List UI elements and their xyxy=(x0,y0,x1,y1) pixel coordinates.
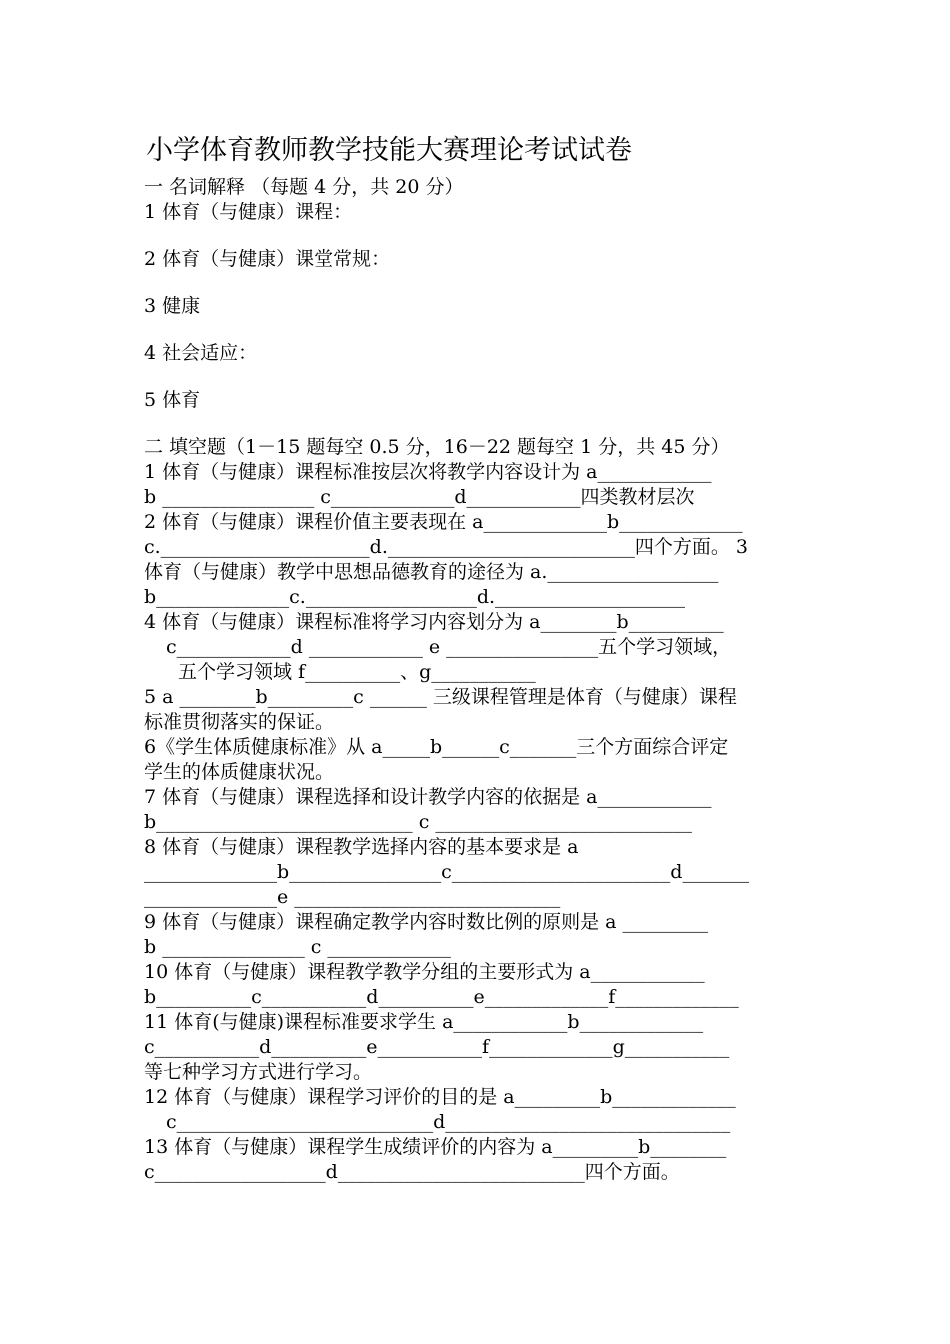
question-line: c__________________d__________________________四个方面。 xyxy=(144,1161,680,1183)
question-line: c.______________________d.__________________________四个方面。 3 xyxy=(144,536,749,558)
term-item-2: 2 体育（与健康）课堂常规： xyxy=(144,248,391,270)
question-line: 5 a ________b_________c ______ 三级课程管理是体育（与健康）课程 xyxy=(144,686,737,708)
exam-title: 小学体育教师教学技能大赛理论考试试卷 xyxy=(146,135,632,166)
term-item-1: 1 体育（与健康）课程： xyxy=(144,201,353,223)
question-line: b ________________ c_____________d____________四类教材层次 xyxy=(144,486,695,508)
question-line: 11 体育(与健康)课程标准要求学生 a____________b_____________ xyxy=(144,1011,704,1033)
question-line: 标准贯彻落实的保证。 xyxy=(144,711,335,733)
question-line: c___________d__________e___________f_____________g___________ xyxy=(144,1036,730,1058)
question-line: 五个学习领域 f__________、g___________ xyxy=(178,661,536,683)
question-line: 9 体育（与健康）课程确定教学内容时数比例的原则是 a _________ xyxy=(144,911,709,933)
question-line: 7 体育（与健康）课程选择和设计教学内容的依据是 a____________ xyxy=(144,786,712,808)
term-item-5: 5 体育 xyxy=(144,389,201,411)
question-line: b___________________________ c ___________________________ xyxy=(144,811,692,833)
question-line: b______________c.__________________d.____________________ xyxy=(144,586,686,608)
question-line: 6《学生体质健康标准》从 a_____b______c_______三个方面综合评定 xyxy=(144,736,729,758)
question-line: 2 体育（与健康）课程价值主要表现在 a_____________b_____________ xyxy=(144,511,743,533)
question-line: ______________b________________c_______________________d_______ xyxy=(144,861,749,883)
question-line: 1 体育（与健康）课程标准按层次将教学内容设计为 a____________ xyxy=(144,461,712,483)
question-line: 等七种学习方式进行学习。 xyxy=(144,1061,373,1083)
question-line: ______________e ____________________________ xyxy=(144,886,561,908)
term-item-3: 3 健康 xyxy=(144,295,201,317)
question-line: c___________________________d______________________________ xyxy=(166,1111,731,1133)
question-line: 8 体育（与健康）课程教学选择内容的基本要求是 a xyxy=(144,836,579,858)
question-line: 12 体育（与健康）课程学习评价的目的是 a_________b_____________ xyxy=(144,1086,736,1108)
question-line: 学生的体质健康状况。 xyxy=(144,761,335,783)
question-line: 4 体育（与健康）课程标准将学习内容划分为 a________b__________ xyxy=(144,611,724,633)
question-line: b__________c___________d__________e_____________f_____________ xyxy=(144,986,739,1008)
section-one-heading: 一 名词解释 （每题 4 分，共 20 分） xyxy=(144,176,464,198)
question-line: 10 体育（与健康）课程教学教学分组的主要形式为 a____________ xyxy=(144,961,705,983)
term-item-4: 4 社会适应： xyxy=(144,342,258,364)
question-line: 体育（与健康）教学中思想品德教育的途径为 a.__________________ xyxy=(144,561,719,583)
question-line: 13 体育（与健康）课程学生成绩评价的内容为 a_________b________ xyxy=(144,1136,727,1158)
section-two-heading: 二 填空题（1－15 题每空 0.5 分，16－22 题每空 1 分，共 45 分） xyxy=(144,436,730,458)
question-line: c____________d ____________ e ________________五个学习领域， xyxy=(166,636,732,658)
question-line: b _______________ c _____________ xyxy=(144,936,451,958)
